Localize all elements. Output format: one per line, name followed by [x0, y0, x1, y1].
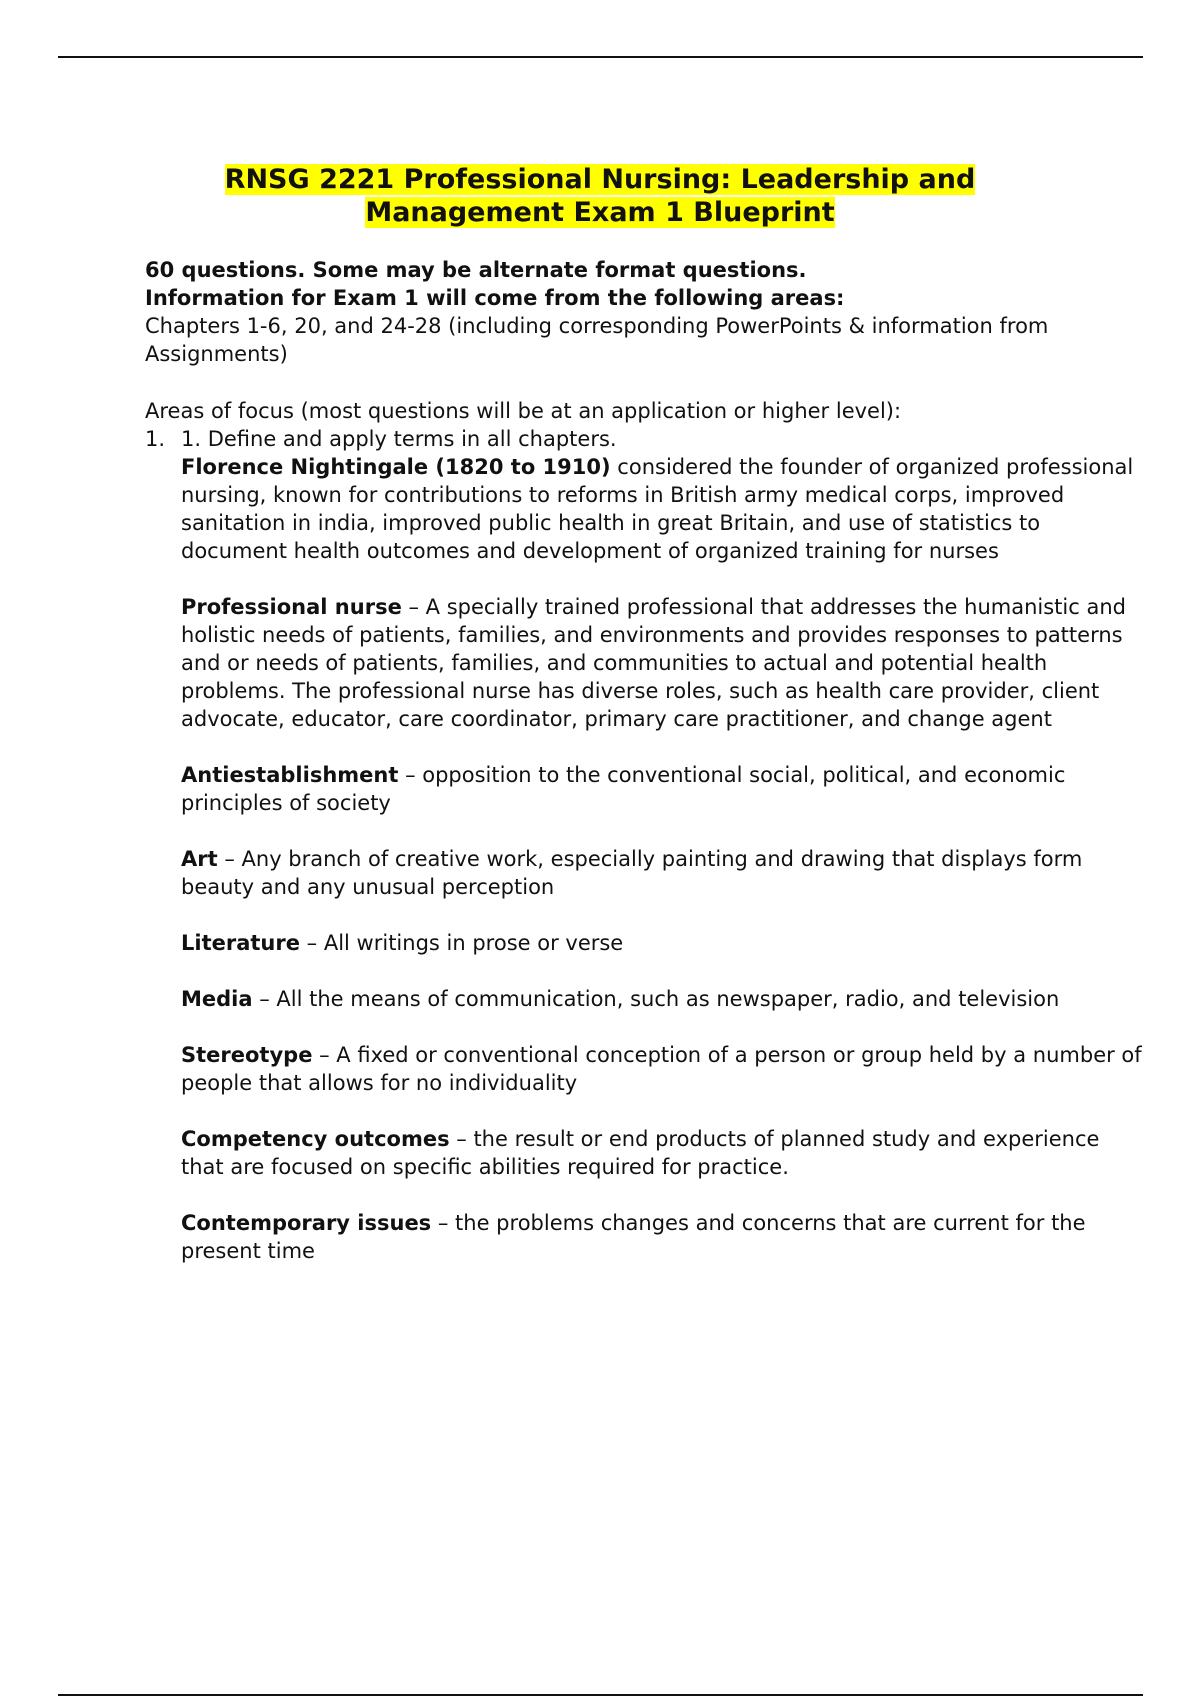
term-name: Media: [181, 987, 253, 1011]
term-separator: –: [299, 931, 324, 955]
term-separator: –: [312, 1043, 337, 1067]
focus-heading: Areas of focus (most questions will be at an application or higher level):: [145, 399, 902, 423]
term-separator: –: [431, 1211, 456, 1235]
term-definition: the result or end products of planned study and experience that are focused on specific abilities required for practice.: [181, 1127, 1100, 1179]
term-entry: [181, 453, 1145, 565]
term-separator: –: [252, 987, 277, 1011]
term-entry: [181, 1125, 1145, 1181]
intro-source-heading: Information for Exam 1 will come from the following areas:: [145, 286, 845, 310]
term-entry: [181, 985, 1145, 1013]
list-item: [145, 425, 1145, 1265]
term-definition: Any branch of creative work, especially painting and drawing that displays form beauty and any unusual perception: [181, 847, 1083, 899]
term-name: Contemporary issues: [181, 1211, 432, 1235]
term-definition: A fixed or conventional conception of a person or group held by a number of people that allows for no individuality: [181, 1043, 1142, 1095]
term-name: Florence Nightingale (1820 to 1910): [181, 455, 611, 479]
term-separator: –: [217, 847, 242, 871]
term-name: Antiestablishment: [181, 763, 399, 787]
term-name: Professional nurse: [181, 595, 402, 619]
term-entry: [181, 929, 1145, 957]
item-heading: 1. Define and apply terms in all chapters.: [181, 427, 617, 451]
term-entry: [181, 1041, 1145, 1097]
term-definition: considered the founder of organized professional nursing, known for contributions to reforms in British army medical corps, improved sanitation in india, improved public health in great Britain, and use of statistics to document health outcomes and development of organized training for nurses: [181, 455, 1134, 563]
list-number: 1.: [145, 427, 166, 451]
term-entry: [181, 1209, 1145, 1265]
term-name: Stereotype: [181, 1043, 313, 1067]
document-title: [0, 163, 1200, 229]
term-entry: [181, 761, 1145, 817]
intro-question-count: 60 questions. Some may be alternate format questions.: [145, 258, 807, 282]
top-rule: [58, 56, 1143, 58]
title-line-1: RNSG 2221 Professional Nursing: Leadership and: [224, 164, 976, 195]
exam-intro: [145, 256, 1105, 368]
title-line-2: Management Exam 1 Blueprint: [365, 197, 835, 228]
term-separator: –: [398, 763, 423, 787]
term-name: Art: [181, 847, 218, 871]
intro-chapters: Chapters 1-6, 20, and 24-28 (including corresponding PowerPoints & information from Assignments): [145, 314, 1049, 366]
bottom-rule: [58, 1694, 1143, 1696]
term-definition: A specially trained professional that addresses the humanistic and holistic needs of patients, families, and environments and provides responses to patterns and or needs of patients, families, and communities to actual and potential health problems. The professional nurse has diverse roles, such as health care provider, client advocate, educator, care coordinator, primary care practitioner, and change agent: [181, 595, 1126, 731]
term-definition: All the means of communication, such as newspaper, radio, and television: [276, 987, 1060, 1011]
focus-list: [145, 425, 1145, 1265]
terms-list: [181, 453, 1145, 1265]
term-definition: All writings in prose or verse: [323, 931, 624, 955]
term-definition: the problems changes and concerns that are current for the present time: [181, 1211, 1086, 1263]
term-name: Competency outcomes: [181, 1127, 450, 1151]
term-separator: –: [401, 595, 426, 619]
term-name: Literature: [181, 931, 300, 955]
term-separator: –: [449, 1127, 474, 1151]
term-entry: [181, 593, 1145, 733]
term-definition: opposition to the conventional social, political, and economic principles of society: [181, 763, 1066, 815]
term-entry: [181, 845, 1145, 901]
